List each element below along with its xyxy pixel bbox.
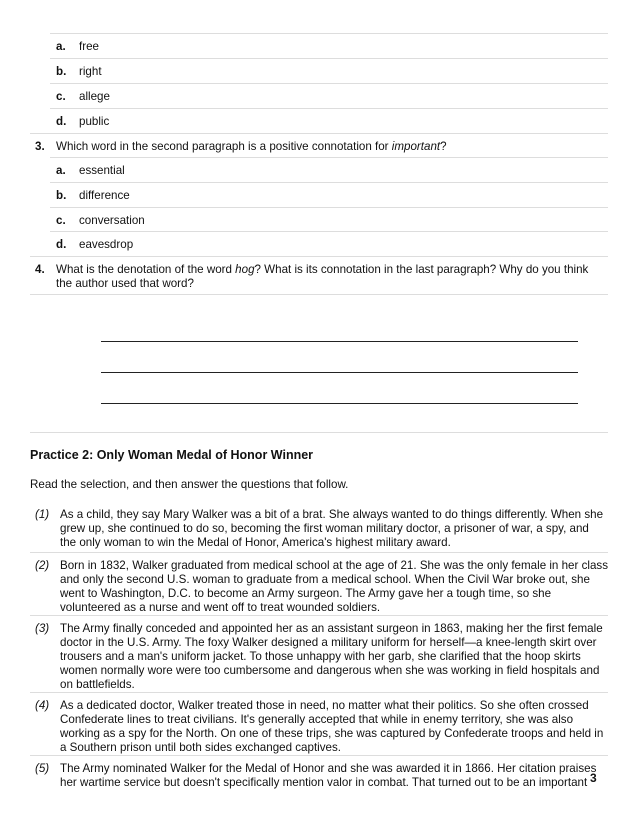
answer-line[interactable]	[101, 372, 578, 373]
instructions: Read the selection, and then answer the questions that follow.	[30, 478, 349, 491]
paragraph-4	[30, 692, 608, 755]
q2-option-a	[50, 33, 608, 58]
paragraph-text: The Army nominated Walker for the Medal of Honor and she was awarded it in 1866. Her citation praises her wartime service but doesn't specifically mention valor in combat. That turned out to be an important	[60, 762, 597, 789]
question-emphasis: important	[391, 140, 441, 153]
q2-option-c	[50, 83, 608, 108]
paragraph-number: (1)	[35, 508, 50, 521]
q2-option-b	[50, 58, 608, 83]
option-letter: c.	[56, 90, 66, 103]
q2-option-d	[50, 108, 608, 133]
divider	[30, 294, 608, 295]
q3-option-a	[50, 157, 608, 182]
page-number: 3	[590, 771, 597, 785]
option-text: difference	[79, 189, 130, 202]
option-letter: a.	[56, 40, 66, 53]
question-number: 4.	[35, 263, 45, 276]
option-letter: d.	[56, 238, 67, 251]
q3-option-d	[50, 231, 608, 256]
paragraph-number: (5)	[35, 762, 50, 775]
question-text	[56, 263, 606, 291]
option-text: eavesdrop	[79, 238, 134, 251]
paragraph-number: (2)	[35, 559, 50, 572]
paragraph-text: The Army finally conceded and appointed her as an assistant surgeon in 1863, making her the first female doctor in the U.S. Army. The foxy Walker designed a military uniform for herself—a knee-length skirt over trousers and a man's uniform jacket. To those unhappy with her garb, she clarified that the hoop skirts women normally wore were too cumbersome and dangerous when she was working in field hospitals and on battlefields.	[60, 622, 603, 691]
section-title: Practice 2: Only Woman Medal of Honor Winner	[30, 448, 314, 462]
option-text: allege	[79, 90, 110, 103]
question-text-part: ? What is its connotation in the last paragraph? Why do you think the author used that word?	[56, 263, 589, 290]
question-text-part: Which word in the second paragraph is a positive connotation for	[56, 140, 392, 153]
answer-line[interactable]	[101, 341, 578, 342]
paragraph-number: (4)	[35, 699, 50, 712]
paragraph-text: Born in 1832, Walker graduated from medical school at the age of 21. She was the only female in her class and only the second U.S. woman to graduate from a medical school. When the Civil War broke out, she went to Washington, D.C. to become an Army surgeon. The Army gave her a tough time, so she volunteered as a nurse and went off to treat wounded soldiers.	[60, 559, 608, 614]
option-letter: d.	[56, 115, 67, 128]
q3-option-c	[50, 207, 608, 232]
q3-option-b	[50, 182, 608, 207]
option-text: public	[79, 115, 110, 128]
question-3	[30, 133, 608, 158]
option-letter: c.	[56, 214, 66, 227]
option-text: conversation	[79, 214, 145, 227]
question-text-part: ?	[440, 140, 447, 153]
question-4	[30, 256, 608, 295]
paragraph-2	[30, 552, 608, 615]
paragraph-text: As a child, they say Mary Walker was a bit of a brat. She always wanted to do things differently. When she grew up, she continued to do so, becoming the first woman military doctor, a prisoner of war, a spy, and the only woman to win the Medal of Honor, America's highest military award.	[60, 508, 604, 549]
paragraph-3	[30, 615, 608, 692]
question-text	[56, 140, 606, 154]
question-text-part: What is the denotation of the word	[56, 263, 236, 276]
paragraph-5	[30, 755, 608, 796]
option-letter: b.	[56, 189, 67, 202]
paragraph-text: As a dedicated doctor, Walker treated those in need, no matter what their politics. So she often crossed Confederate lines to treat civilians. It's generally accepted that while in enemy territory, she was also working as a spy for the North. On one of these trips, she was captured by Confederate troops and held in a Southern prison until both sides exchanged captives.	[60, 699, 604, 754]
option-text: free	[79, 40, 99, 53]
option-letter: b.	[56, 65, 67, 78]
option-text: right	[79, 65, 102, 78]
answer-line[interactable]	[101, 403, 578, 404]
question-number: 3.	[35, 140, 45, 153]
paragraph-number: (3)	[35, 622, 50, 635]
divider	[30, 432, 608, 433]
option-letter: a.	[56, 164, 66, 177]
option-text: essential	[79, 164, 125, 177]
paragraph-1	[30, 502, 608, 554]
question-emphasis: hog	[235, 263, 255, 276]
